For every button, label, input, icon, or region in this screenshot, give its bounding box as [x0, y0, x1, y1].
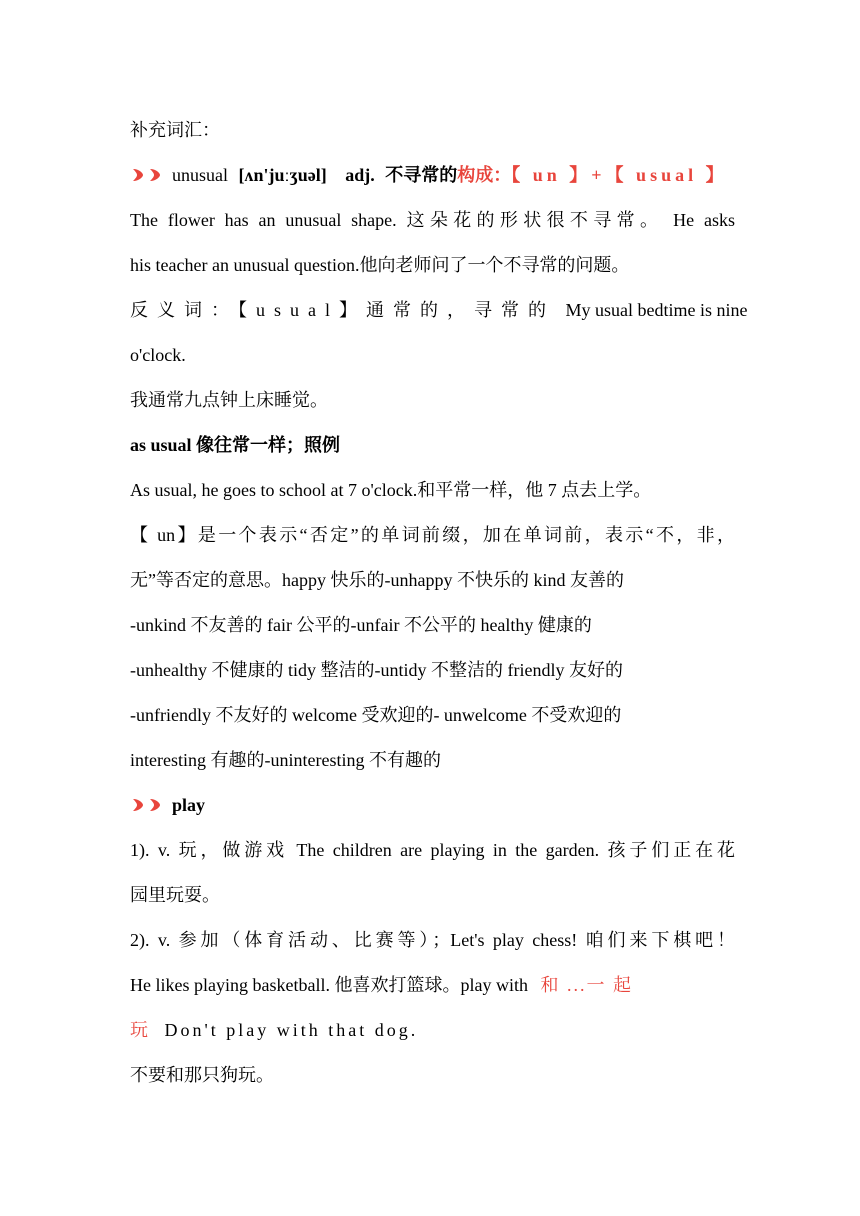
formation-value: 【 un 】+【 usual 】 [511, 165, 728, 185]
prefix-line-12: -unkind 不友善的 fair 公平的-unfair 不公平的 healthy 健康的 [130, 615, 592, 635]
antonym-label: 反义词：【usual】通常的，寻常的 [130, 300, 555, 320]
play-line-21 [130, 1008, 735, 1053]
heart-bullet-icon [130, 167, 144, 183]
antonym-example: My usual bedtime is nine [565, 300, 748, 320]
antonym-line [130, 288, 748, 333]
phrase-as-usual: as usual 像往常一样；照例 [130, 435, 341, 455]
document-body [130, 108, 748, 1098]
play-line-22: 不要和那只狗玩。 [130, 1065, 274, 1085]
prefix-line-11: 无”等否定的意思。happy 快乐的-unhappy 不快乐的 kind 友善的 [130, 570, 624, 590]
play-line-18: 园里玩耍。 [130, 885, 220, 905]
heart-bullet-icon [147, 167, 161, 183]
play-line-21-text: Don't play with that dog. [164, 1020, 419, 1040]
heart-bullet-icon [147, 797, 161, 813]
example-line-6: o'clock. [130, 345, 186, 365]
play-line-19: 2). v. 参加（体育活动、比赛等）；Let's play chess! 咱们来下棋吧！ [130, 930, 735, 950]
entry-unusual-header [130, 153, 735, 198]
bullet-icons [130, 783, 164, 828]
phonetic-unusual: [ʌn'juːʒuəl] [238, 165, 327, 185]
example-line-9: As usual, he goes to school at 7 o'clock.和平常一样，他 7 点去上学。 [130, 480, 652, 500]
prefix-line-15: interesting 有趣的-uninteresting 不有趣的 [130, 750, 441, 770]
example-line-4: his teacher an unusual question.他向老师问了一个不寻常的问题。 [130, 255, 630, 275]
play-line-20 [130, 963, 735, 1008]
prefix-line-14: -unfriendly 不友好的 welcome 受欢迎的- unwelcome 不受欢迎的 [130, 705, 622, 725]
word-unusual: unusual [172, 165, 228, 185]
word-play: play [172, 795, 206, 815]
play-with-meaning-end: 玩 [130, 1020, 148, 1040]
section-title: 补充词汇： [130, 120, 220, 140]
play-with-meaning: 和 ...一 起 [540, 975, 633, 995]
prefix-line-13: -unhealthy 不健康的 tidy 整洁的-untidy 不整洁的 friendly 友好的 [130, 660, 623, 680]
play-line-20-text: He likes playing basketball. 他喜欢打篮球。play with [130, 975, 528, 995]
play-line-17: 1). v. 玩，做游戏 The children are playing in the garden. 孩子们正在花 [130, 840, 735, 860]
pos-unusual: adj. [345, 165, 375, 185]
entry-play-header [130, 783, 735, 828]
example-line-3: The flower has an unusual shape. 这朵花的形状很不寻常。 He asks [130, 210, 735, 230]
example-line-7: 我通常九点钟上床睡觉。 [130, 390, 328, 410]
meaning-unusual: 不寻常的 [385, 165, 458, 185]
prefix-line-10: 【 un】是一个表示“否定”的单词前缀，加在单词前，表示“不，非， [130, 525, 735, 545]
heart-bullet-icon [130, 797, 144, 813]
bullet-icons [130, 153, 164, 198]
formation-label: 构成： [457, 165, 512, 185]
